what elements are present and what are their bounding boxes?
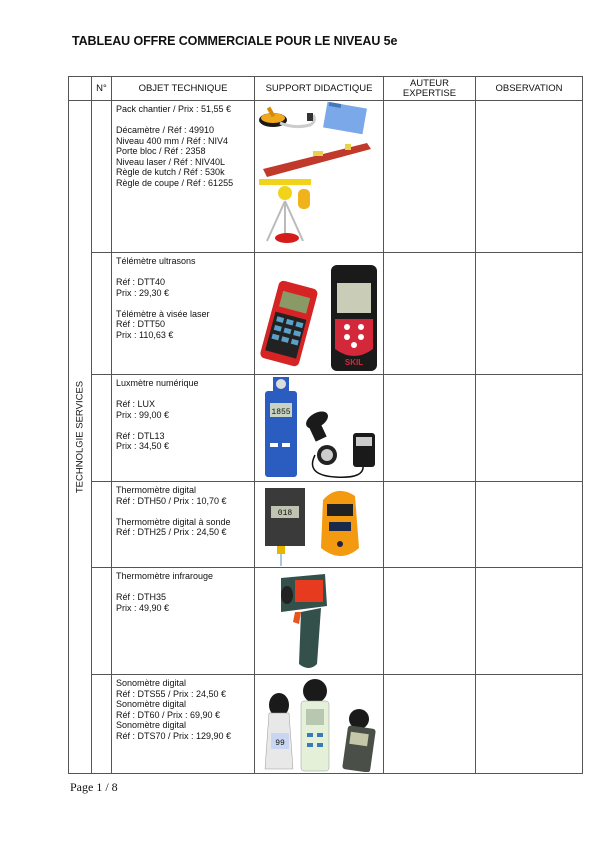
observation-cell[interactable] — [476, 675, 583, 774]
object-text: Pack chantier / Prix : 51,55 € Décamètre / Réf : 49910 Niveau 400 mm / Réf : NIV4 Porte bloc / Réf : 2358 Niveau laser / Réf : NIV40L Règle de kutch / Réf : 530k Règle de coupe / Réf : 61255 — [116, 104, 234, 188]
object-text: Sonomètre digital Réf : DTS55 / Prix : 24,50 € Sonomètre digital Réf : DT60 / Prix : 69,90 € Sonomètre digital Réf : DTS70 / Prix : 129,90 € — [116, 678, 232, 741]
object-cell — [112, 675, 255, 774]
object-cell — [112, 568, 255, 675]
object-text: Luxmètre numérique Réf : LUX Prix : 99,00 € Réf : DTL13 Prix : 34,50 € — [116, 378, 199, 451]
row-number — [92, 482, 112, 568]
luxmeter-reading: 1855 — [271, 408, 291, 417]
probe-thermometer-icon — [265, 488, 305, 566]
object-text: Télémètre ultrasons Réf : DTT40 Prix : 29,30 € Télémètre à visée laser Réf : DTT50 Prix : 110,63 € — [116, 256, 210, 340]
sound-meter-image — [255, 675, 383, 772]
table-row — [69, 482, 583, 568]
row-number — [92, 675, 112, 774]
support-cell — [255, 675, 384, 774]
header-observation: OBSERVATION — [476, 77, 583, 101]
sound-meter-large-icon — [301, 679, 329, 771]
table-row — [69, 101, 583, 253]
object-cell — [112, 482, 255, 568]
object-cell — [112, 101, 255, 253]
thermometer-reading: 018 — [277, 509, 293, 518]
support-cell — [255, 101, 384, 253]
rangefinder-image — [255, 253, 383, 373]
object-text: Thermomètre infrarouge Réf : DTH35 Prix : 49,90 € — [116, 571, 214, 613]
row-number — [92, 253, 112, 375]
observation-cell[interactable] — [476, 101, 583, 253]
author-cell[interactable] — [384, 675, 476, 774]
spirit-level-icon — [263, 143, 371, 177]
page-footer: Page 1 / 8 — [70, 780, 118, 794]
author-cell[interactable] — [384, 101, 476, 253]
support-cell — [255, 568, 384, 675]
table-row — [69, 675, 583, 774]
header-number: N° — [92, 77, 112, 101]
row-number — [92, 101, 112, 253]
author-cell[interactable] — [384, 568, 476, 675]
digital-thermometer-image — [255, 482, 383, 566]
header-object: OBJET TECHNIQUE — [112, 77, 255, 101]
author-cell[interactable] — [384, 253, 476, 375]
support-cell — [255, 253, 384, 375]
author-cell[interactable] — [384, 375, 476, 482]
table-row — [69, 375, 583, 482]
handheld-luxmeter-icon — [265, 377, 297, 477]
offer-table — [68, 76, 583, 774]
category-label: TECHNOLGIE SERVICES — [74, 380, 86, 494]
observation-cell[interactable] — [476, 568, 583, 675]
observation-cell[interactable] — [476, 482, 583, 568]
brand-label: SKIL — [344, 358, 364, 367]
ultrasonic-rangefinder-icon — [259, 280, 318, 368]
category-cell — [69, 101, 92, 774]
header-support: SUPPORT DIDACTIQUE — [255, 77, 384, 101]
object-text: Thermomètre digital Réf : DTH50 / Prix : 10,70 € Thermomètre digital à sonde Réf : DTH25 / Prix : 24,50 € — [116, 485, 231, 537]
observation-cell[interactable] — [476, 375, 583, 482]
row-number — [92, 568, 112, 675]
infrared-thermometer-image — [255, 568, 383, 673]
support-cell — [255, 375, 384, 482]
sound-meter-reading: 99 — [275, 739, 285, 748]
tripod-icon — [267, 201, 303, 243]
table-header-row — [69, 77, 583, 101]
sound-meter-small-icon — [265, 693, 293, 769]
sound-meter-grey-icon — [342, 709, 376, 772]
header-author: AUTEUR EXPERTISE — [384, 77, 476, 101]
ir-thermometer-compact-icon — [321, 491, 359, 556]
header-category — [69, 77, 92, 101]
object-cell — [112, 375, 255, 482]
clipboard-icon — [323, 102, 367, 135]
object-cell — [112, 253, 255, 375]
observation-cell[interactable] — [476, 253, 583, 375]
row-number — [92, 375, 112, 482]
infrared-thermometer-icon — [281, 574, 327, 668]
luxmeter-image — [255, 375, 383, 480]
author-cell[interactable] — [384, 482, 476, 568]
table-row — [69, 568, 583, 675]
support-cell — [255, 482, 384, 568]
document-title: TABLEAU OFFRE COMMERCIALE POUR LE NIVEAU 5e — [72, 34, 398, 48]
desk-luxmeter-icon — [303, 408, 375, 477]
tape-measure-icon — [259, 107, 314, 127]
table-row — [69, 253, 583, 375]
construction-pack-image — [255, 101, 383, 251]
laser-rangefinder-icon — [331, 265, 377, 371]
